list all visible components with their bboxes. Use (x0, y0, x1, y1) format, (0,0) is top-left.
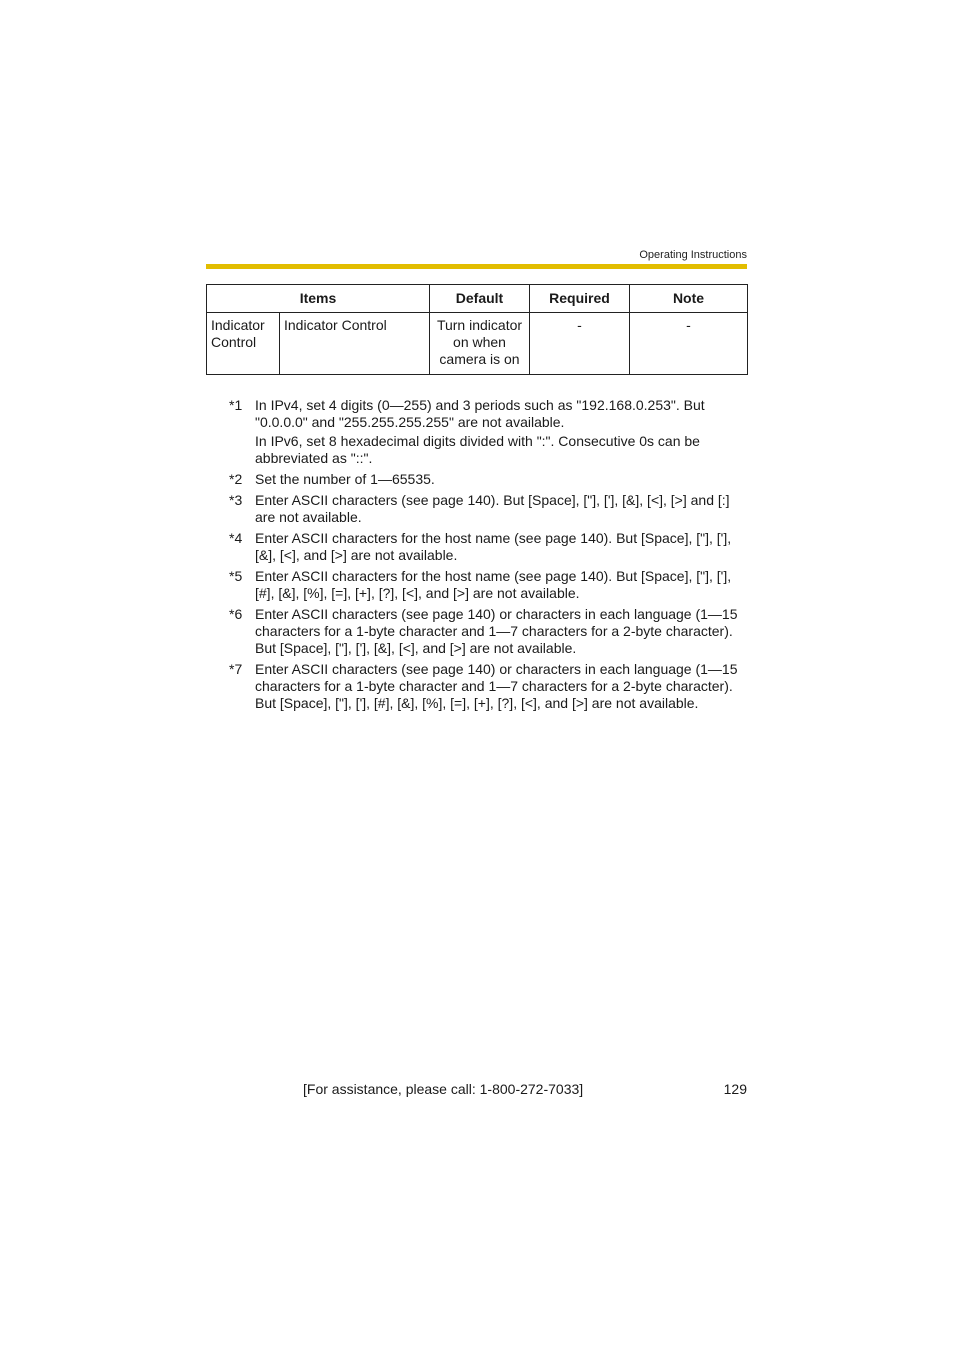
table-row (207, 313, 748, 375)
footnote-3 (226, 492, 746, 528)
footnote-mark: *2 (229, 471, 243, 487)
footnote-5 (226, 568, 746, 604)
footnotes (226, 397, 746, 716)
header-rule (206, 264, 747, 269)
cell-default: Turn indicator on when camera is on (430, 313, 530, 375)
column-header-note: Note (630, 285, 748, 313)
cell-note: - (630, 313, 748, 375)
footnote-body (255, 530, 746, 566)
footnote-body (255, 568, 746, 604)
footnote-text: In IPv4, set 4 digits (0—255) and 3 periods such as "192.168.0.253". But "0.0.0.0" and "255.255.255.255" are not available. (255, 397, 705, 430)
footnote-body (255, 492, 746, 528)
column-header-default: Default (430, 285, 530, 313)
footnote-body (255, 397, 746, 469)
footnote-mark: *3 (229, 492, 243, 508)
footnote-text: In IPv6, set 8 hexadecimal digits divided with ":". Consecutive 0s can be abbreviated as "::". (255, 433, 700, 466)
assistance-line: [For assistance, please call: 1-800-272-7033] (303, 1081, 584, 1097)
settings-table (206, 284, 748, 375)
footnote-6 (226, 606, 746, 659)
footnote-text: Enter ASCII characters (see page 140). But [Space], ["], ['], [&], [<], [>] and [:] are not available. (255, 492, 730, 525)
cell-item: Indicator Control (207, 313, 280, 375)
footnote-mark: *1 (229, 397, 243, 413)
footnote-mark: *6 (229, 606, 243, 622)
footnote-4 (226, 530, 746, 566)
footnote-body (255, 661, 746, 714)
footnote-text: Enter ASCII characters for the host name (see page 140). But [Space], ["], ['], [#], [&], [%], [=], [+], [?], [<], and [>] are not available. (255, 568, 732, 601)
column-header-items: Items (207, 285, 430, 313)
cell-sub-item: Indicator Control (280, 313, 430, 375)
cell-required: - (530, 313, 630, 375)
footnote-mark: *7 (229, 661, 243, 677)
page-number: 129 (723, 1081, 747, 1097)
column-header-required: Required (530, 285, 630, 313)
footnote-body (255, 471, 435, 490)
footnote-mark: *5 (229, 568, 243, 584)
footnote-text: Enter ASCII characters (see page 140) or characters in each language (1—15 characters for a 1-byte character and 1—7 characters for a 2-byte character). But [Space], ["], ['], [#], [&], [%], [=], [+], [?], [<], and [>] are not available. (255, 661, 738, 711)
footnote-1 (226, 397, 746, 469)
table-header-row (207, 285, 748, 313)
footnote-7 (226, 661, 746, 714)
footnote-mark: *4 (229, 530, 243, 546)
footnote-text: Enter ASCII characters (see page 140) or characters in each language (1—15 characters for a 1-byte character and 1—7 characters for a 2-byte character). But [Space], ["], ['], [&], [<], and [>] are not available. (255, 606, 738, 656)
footnote-text: Set the number of 1—65535. (255, 471, 435, 487)
footnote-body (255, 606, 746, 659)
footnote-text: Enter ASCII characters for the host name (see page 140). But [Space], ["], ['], [&], [<], and [>] are not available. (255, 530, 732, 563)
running-header: Operating Instructions (639, 249, 747, 261)
footnote-2 (226, 471, 746, 490)
